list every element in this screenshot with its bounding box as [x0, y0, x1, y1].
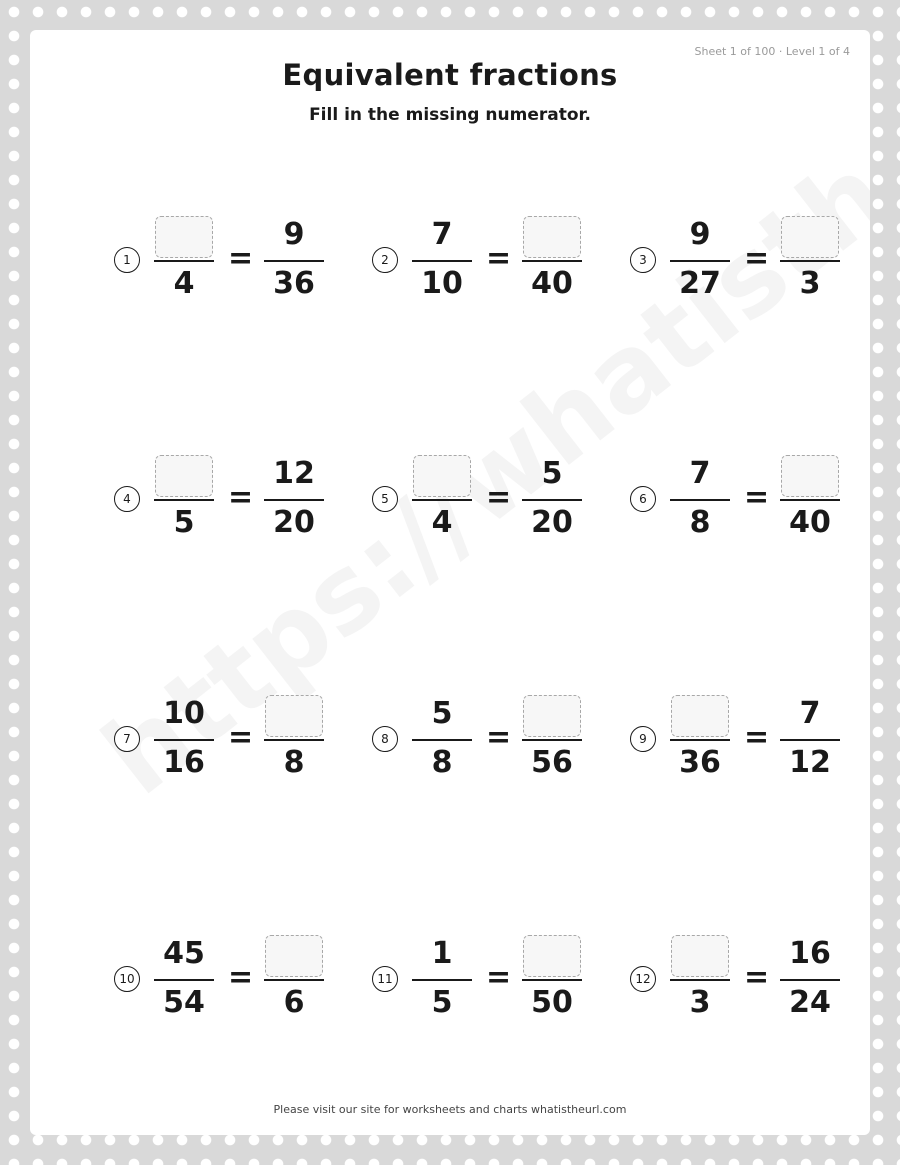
fraction-bar — [412, 739, 472, 741]
problem-item — [344, 930, 584, 1030]
numerator: 5 — [541, 456, 563, 491]
problem-number: 4 — [114, 486, 140, 512]
right-fraction — [780, 690, 840, 790]
numerator-answer-box[interactable] — [413, 455, 471, 497]
equals-sign: = — [744, 480, 770, 515]
right-fraction — [780, 930, 840, 1030]
problem-item — [602, 690, 842, 790]
denominator: 5 — [431, 985, 453, 1020]
numerator-answer-box[interactable] — [781, 216, 839, 258]
numerator: 45 — [163, 936, 205, 971]
left-fraction — [154, 450, 214, 550]
right-fraction — [522, 450, 582, 550]
footer-note: Please visit our site for worksheets and charts whatistheurl.com — [273, 1103, 627, 1116]
denominator: 10 — [421, 266, 463, 301]
denominator: 6 — [283, 985, 305, 1020]
denominator: 24 — [789, 985, 831, 1020]
denominator: 4 — [173, 266, 195, 301]
worksheet-instructions: Fill in the missing numerator. — [309, 105, 591, 125]
numerator-answer-box[interactable] — [671, 935, 729, 977]
problem-item — [602, 450, 842, 550]
problem-number: 6 — [630, 486, 656, 512]
problem-item — [86, 930, 326, 1030]
denominator: 50 — [531, 985, 573, 1020]
fraction-bar — [412, 260, 472, 262]
equals-sign: = — [228, 480, 254, 515]
left-fraction — [412, 450, 472, 550]
left-fraction — [670, 930, 730, 1030]
problem-number: 7 — [114, 726, 140, 752]
fraction-bar — [264, 499, 324, 501]
fraction-bar — [670, 739, 730, 741]
equals-sign: = — [228, 720, 254, 755]
equals-sign: = — [744, 960, 770, 995]
fraction-bar — [264, 739, 324, 741]
problem-item — [86, 450, 326, 550]
left-fraction — [154, 211, 214, 311]
right-fraction — [264, 450, 324, 550]
problem-number: 1 — [114, 247, 140, 273]
left-fraction — [412, 930, 472, 1030]
denominator: 56 — [531, 745, 573, 780]
denominator: 4 — [431, 505, 453, 540]
numerator-answer-box[interactable] — [155, 216, 213, 258]
worksheet-page — [30, 30, 870, 1135]
denominator: 8 — [283, 745, 305, 780]
denominator: 8 — [431, 745, 453, 780]
problem-item — [86, 690, 326, 790]
numerator: 16 — [789, 936, 831, 971]
problem-number: 2 — [372, 247, 398, 273]
fraction-bar — [670, 260, 730, 262]
equals-sign: = — [486, 480, 512, 515]
problem-number: 5 — [372, 486, 398, 512]
numerator: 9 — [283, 217, 305, 252]
denominator: 40 — [789, 505, 831, 540]
numerator-answer-box[interactable] — [523, 935, 581, 977]
numerator-answer-box[interactable] — [523, 695, 581, 737]
left-fraction — [670, 450, 730, 550]
right-fraction — [264, 690, 324, 790]
right-fraction — [522, 690, 582, 790]
problem-item — [344, 690, 584, 790]
equals-sign: = — [744, 720, 770, 755]
worksheet-title: Equivalent fractions — [282, 58, 618, 92]
problem-item — [344, 211, 584, 311]
left-fraction — [412, 211, 472, 311]
numerator: 5 — [431, 696, 453, 731]
denominator: 3 — [689, 985, 711, 1020]
equals-sign: = — [228, 960, 254, 995]
denominator: 8 — [689, 505, 711, 540]
fraction-bar — [412, 499, 472, 501]
right-fraction — [522, 211, 582, 311]
fraction-bar — [670, 499, 730, 501]
problem-item — [344, 450, 584, 550]
fraction-bar — [154, 979, 214, 981]
denominator: 36 — [273, 266, 315, 301]
left-fraction — [412, 690, 472, 790]
numerator: 9 — [689, 217, 711, 252]
problem-item — [602, 930, 842, 1030]
problem-number: 11 — [372, 966, 398, 992]
equals-sign: = — [486, 960, 512, 995]
fraction-bar — [522, 739, 582, 741]
fraction-bar — [264, 979, 324, 981]
denominator: 12 — [789, 745, 831, 780]
problem-number: 8 — [372, 726, 398, 752]
problem-grid — [30, 30, 870, 1135]
numerator-answer-box[interactable] — [781, 455, 839, 497]
fraction-bar — [264, 260, 324, 262]
fraction-bar — [522, 499, 582, 501]
denominator: 40 — [531, 266, 573, 301]
denominator: 3 — [799, 266, 821, 301]
denominator: 20 — [531, 505, 573, 540]
numerator-answer-box[interactable] — [265, 695, 323, 737]
numerator: 7 — [431, 217, 453, 252]
fraction-bar — [780, 499, 840, 501]
left-fraction — [154, 930, 214, 1030]
denominator: 54 — [163, 985, 205, 1020]
right-fraction — [780, 450, 840, 550]
left-fraction — [154, 690, 214, 790]
left-fraction — [670, 690, 730, 790]
denominator: 20 — [273, 505, 315, 540]
problem-number: 10 — [114, 966, 140, 992]
numerator: 1 — [431, 936, 453, 971]
problem-item — [86, 211, 326, 311]
right-fraction — [780, 211, 840, 311]
right-fraction — [264, 930, 324, 1030]
numerator: 12 — [273, 456, 315, 491]
denominator: 5 — [173, 505, 195, 540]
problem-item — [602, 211, 842, 311]
problem-number: 3 — [630, 247, 656, 273]
numerator-answer-box[interactable] — [523, 216, 581, 258]
fraction-bar — [154, 260, 214, 262]
equals-sign: = — [228, 241, 254, 276]
numerator: 10 — [163, 696, 205, 731]
fraction-bar — [154, 499, 214, 501]
fraction-bar — [522, 260, 582, 262]
equals-sign: = — [486, 241, 512, 276]
problem-number: 12 — [630, 966, 656, 992]
fraction-bar — [522, 979, 582, 981]
numerator: 7 — [689, 456, 711, 491]
fraction-bar — [670, 979, 730, 981]
numerator: 7 — [799, 696, 821, 731]
left-fraction — [670, 211, 730, 311]
fraction-bar — [780, 979, 840, 981]
numerator-answer-box[interactable] — [155, 455, 213, 497]
sheet-meta: Sheet 1 of 100 · Level 1 of 4 — [694, 45, 850, 58]
numerator-answer-box[interactable] — [265, 935, 323, 977]
problem-number: 9 — [630, 726, 656, 752]
equals-sign: = — [486, 720, 512, 755]
fraction-bar — [780, 260, 840, 262]
fraction-bar — [154, 739, 214, 741]
fraction-bar — [780, 739, 840, 741]
numerator-answer-box[interactable] — [671, 695, 729, 737]
equals-sign: = — [744, 241, 770, 276]
denominator: 16 — [163, 745, 205, 780]
right-fraction — [264, 211, 324, 311]
right-fraction — [522, 930, 582, 1030]
fraction-bar — [412, 979, 472, 981]
denominator: 36 — [679, 745, 721, 780]
denominator: 27 — [679, 266, 721, 301]
